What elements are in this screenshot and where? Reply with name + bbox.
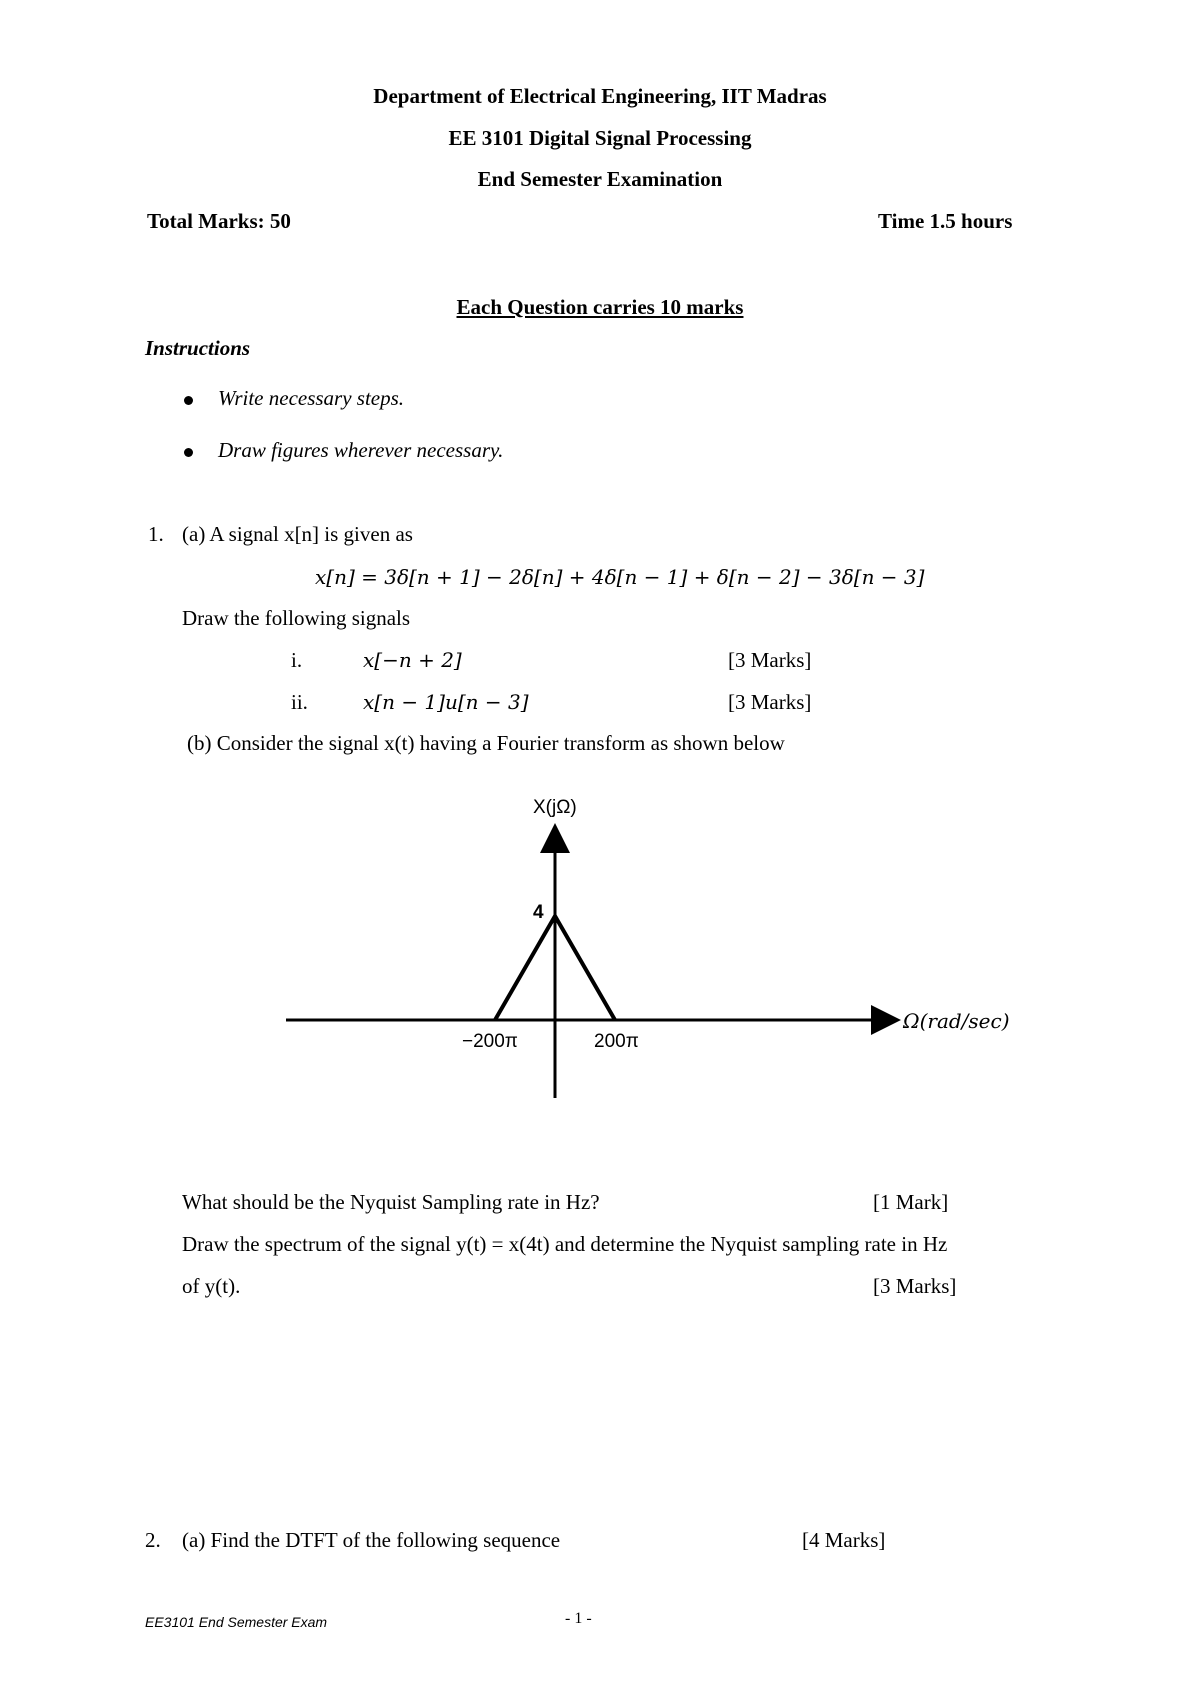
instructions-heading: Instructions [145, 336, 251, 360]
question-number: 1. [148, 522, 164, 546]
exam-title: End Semester Examination [477, 167, 723, 191]
q1a-intro: (a) A signal x[n] is given as [182, 522, 413, 546]
part-marks: [3 Marks] [728, 648, 812, 672]
q2a-text: (a) Find the DTFT of the following sequence [182, 1528, 561, 1552]
part-expression: x[n − 1]u[n − 3] [363, 690, 529, 714]
spectrum-marks: [3 Marks] [873, 1274, 957, 1298]
course-title: EE 3101 Digital Signal Processing [448, 126, 752, 150]
left-band-label: −200π [462, 1031, 518, 1052]
x-axis-label: Ω(rad/sec) [903, 1009, 1010, 1033]
q1a-draw: Draw the following signals [182, 606, 411, 630]
part-label: ii. [291, 690, 308, 714]
q2a-marks: [4 Marks] [802, 1528, 886, 1552]
part-expression: x[−n + 2] [363, 648, 462, 672]
exam-time: Time 1.5 hours [878, 209, 1013, 233]
nyquist-question: What should be the Nyquist Sampling rate in Hz? [182, 1190, 600, 1214]
total-marks: Total Marks: 50 [147, 209, 291, 233]
part-marks: [3 Marks] [728, 690, 812, 714]
department-title: Department of Electrical Engineering, IIT Madras [373, 84, 827, 108]
instruction-item: Write necessary steps. [218, 386, 405, 410]
q1b-intro: (b) Consider the signal x(t) having a Fourier transform as shown below [187, 731, 785, 755]
q1a-equation: x[n] = 3δ[n + 1] − 2δ[n] + 4δ[n − 1] + δ[n − 2] − 3δ[n − 3] [315, 565, 925, 589]
marks-note: Each Question carries 10 marks [456, 295, 744, 319]
right-band-label: 200π [594, 1031, 639, 1052]
page-number: - 1 - [565, 1610, 592, 1627]
instruction-item: Draw figures wherever necessary. [218, 438, 504, 462]
part-label: i. [291, 648, 303, 672]
nyquist-marks: [1 Mark] [873, 1190, 949, 1214]
footer-label: EE3101 End Semester Exam [145, 1614, 328, 1630]
spectrum-question: Draw the spectrum of the signal y(t) = x(4t) and determine the Nyquist sampling rate in Hz [182, 1232, 948, 1256]
spectrum-question-cont: of y(t). [182, 1274, 241, 1298]
peak-value-label: 4 [533, 902, 544, 923]
y-axis-label: X(jΩ) [533, 797, 577, 818]
question-number: 2. [145, 1528, 161, 1552]
